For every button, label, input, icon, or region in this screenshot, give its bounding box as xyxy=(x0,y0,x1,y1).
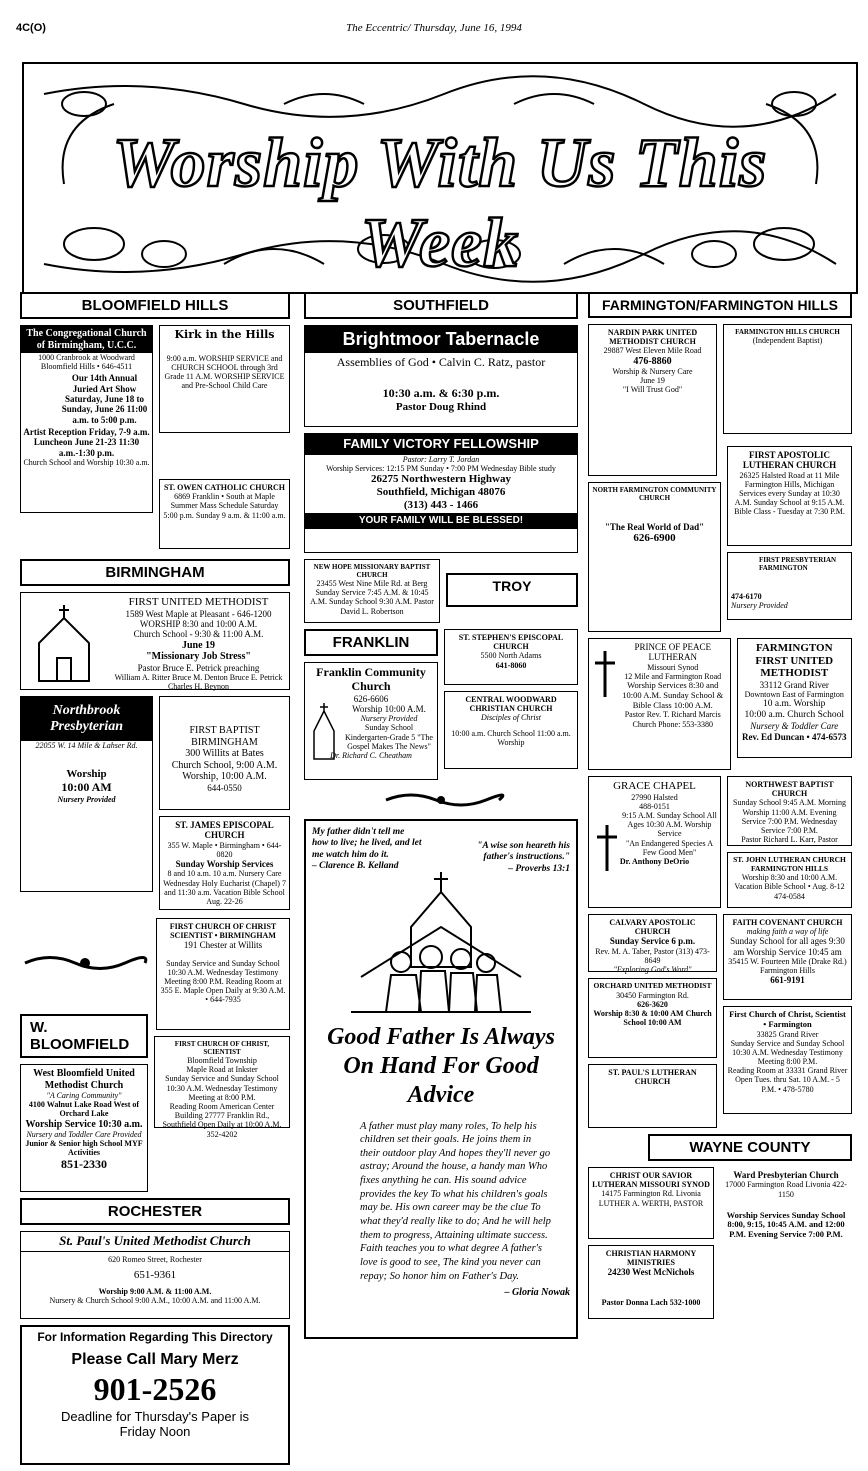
ad-sermon: "Missionary Job Stress" xyxy=(146,651,251,663)
ad-motto: making faith a way of life xyxy=(746,927,829,937)
ad-name: Franklin Community Church xyxy=(316,665,426,693)
ad-christian-harmony xyxy=(588,1245,714,1319)
ad-address: 27990 Halsted xyxy=(631,792,678,802)
ad-nardin-park xyxy=(588,324,717,476)
ad-text: Summer Mass Schedule Saturday 5:00 p.m. Sunday 9 a.m. & 11:00 a.m. xyxy=(163,501,286,520)
feature-author: – Gloria Nowak xyxy=(504,1287,570,1299)
ad-times: 10:30 a.m. & 6:30 p.m. xyxy=(382,386,500,401)
ad-brightmoor-tabernacle xyxy=(304,325,578,427)
feature-quote1: My father didn't tell me how to live; he lived, and let me watch him do it. xyxy=(312,827,422,860)
ad-name: FARMINGTON HILLS CHURCH xyxy=(735,328,840,336)
ad-event: Our 14th Annual Juried Art Show Saturday, June 18 to Sunday, June 26 11:00 a.m. to 5:00 p.m. xyxy=(61,373,148,425)
ad-name: ST. OWEN CATHOLIC CHURCH xyxy=(163,483,286,492)
ad-name: NORTHWEST BAPTIST CHURCH xyxy=(745,780,834,799)
ad-address: 4100 Walnut Lake Road West of Orchard Lake xyxy=(28,1100,140,1119)
ad-tagline: "Exploring God's Word" xyxy=(613,965,692,975)
ad-address2: Southfield, Michigan 48076 xyxy=(376,485,506,498)
ad-new-hope-baptist xyxy=(304,559,440,623)
ad-christ-scientist-farmington xyxy=(723,1006,852,1114)
ad-text: Sunday School for all ages 9:30 am Worship Service 10:45 am xyxy=(730,936,845,957)
ad-northbrook-presbyterian xyxy=(20,696,153,892)
ad-pastor: Dr. Anthony DeOrio xyxy=(619,856,690,866)
ad-phone: 626-6900 xyxy=(633,532,676,545)
ad-services: Worship Services: 12:15 PM Sunday • 7:00 PM Wednesday Bible study xyxy=(326,464,556,474)
ad-first-baptist xyxy=(159,696,290,810)
ad-youth: Junior & Senior high School MYF Activities xyxy=(25,1139,143,1158)
ad-worship: Worship xyxy=(66,768,107,781)
ad-nursery: Nursery Provided xyxy=(57,794,116,804)
ad-first-presbyterian xyxy=(727,552,852,620)
feature-poem: A father must play many roles, To help his children set their goals. He joins them in their outdoor play And hopes they'll never go astray; Around the house, a handy man Who fixes anything he can. His sound advice provides the key To what his children's goals may be. His own career may be the clue To what they'd really like to do; And he will help them to progress, Attaining ultimate success. Faith teaches you to what degree A father's love is good to see, The kind you never can repay; So honor him on Father's Day. xyxy=(360,1120,551,1282)
ad-pastor: Pastor: Larry T. Jordan xyxy=(402,454,480,464)
worship-banner xyxy=(22,62,858,294)
ad-first-united-methodist-birmingham xyxy=(20,592,290,690)
ad-name: FIRST CHURCH OF CHRIST, SCIENTIST xyxy=(174,1040,270,1057)
ad-name: Ward Presbyterian Church xyxy=(733,1170,839,1180)
ad-name: FIRST PRESBYTERIAN FARMINGTON xyxy=(759,556,837,573)
feature-quote2: "A wise son heareth his father's instructions." xyxy=(477,841,570,863)
ad-pastor: Pastor Rev. T. Richard Marcis Church Phone: 553-3380 xyxy=(624,710,721,729)
ad-sub: Assemblies of God • Calvin C. Ratz, pastor xyxy=(336,354,546,369)
ad-text: Worship 8:30 and 10:00 A.M. Vacation Bible School • Aug. 8-12 xyxy=(734,873,845,892)
section-wayne-county: WAYNE COUNTY xyxy=(648,1134,852,1161)
ad-address: 191 Chester at Willits xyxy=(183,940,263,951)
ad-school: 10:00 a.m. Church School xyxy=(744,710,844,721)
ad-pastor: Pastor Donna Lach 532-1000 xyxy=(601,1297,701,1307)
ad-name: St. Paul's United Methodist Church xyxy=(21,1232,289,1252)
ad-phone: 488-0151 xyxy=(639,801,670,811)
ad-text: Worship & Nursery Care xyxy=(612,367,693,377)
ad-address: 14175 Farmington Rd. Livonia xyxy=(601,1189,701,1199)
section-rochester: ROCHESTER xyxy=(20,1198,290,1225)
ad-name: ST. JAMES EPISCOPAL CHURCH xyxy=(175,820,274,841)
ad-farmington-hills-church xyxy=(723,324,852,434)
ad-address: 5500 North Adams xyxy=(480,651,542,661)
fathers-day-feature xyxy=(304,819,578,1339)
ad-text: 10:00 a.m. Church School 11:00 a.m. Worship xyxy=(451,728,571,747)
section-southfield: SOUTHFIELD xyxy=(304,292,578,319)
ad-address: 30450 Farmington Rd. xyxy=(616,990,689,1000)
ad-text: Sunday School Kindergarten-Grade 5 "The Gospel Makes The News" xyxy=(345,723,433,751)
ad-reception: Artist Reception Friday, 7-9 a.m. xyxy=(23,427,150,438)
ad-text: Worship Services Sunday School 8:00, 9:15, 10:45 A.M. and 12:00 P.M. Evening Service 7:00 P.M. xyxy=(726,1209,846,1240)
ad-worship: WORSHIP 8:30 and 10:00 A.M. xyxy=(139,618,258,629)
ad-text: Sunday School 9:45 A.M. Morning Worship 11:00 A.M. Evening Service 7:00 P.M. Wednesday Service 7:00 P.M. xyxy=(733,798,846,835)
ad-nursery: Nursery & Church School 9:00 A.M., 10:00 A.M. and 11:00 A.M. xyxy=(49,1295,261,1305)
ad-name: FAMILY VICTORY FELLOWSHIP xyxy=(305,434,577,455)
ad-address: 1000 Cranbrook at Woodward Bloomfield Hills • 646-4511 xyxy=(38,353,135,372)
ad-st-pauls-lutheran xyxy=(588,1064,717,1128)
ad-address: 33112 Grand River xyxy=(759,679,829,690)
cross-icon xyxy=(593,649,617,699)
info-line2: Please Call Mary Merz xyxy=(71,1350,239,1368)
ad-motto: "A Caring Community" xyxy=(46,1091,122,1100)
masthead: The Eccentric/ Thursday, June 16, 1994 xyxy=(346,22,522,34)
ad-christ-scientist-bloomfield xyxy=(154,1036,290,1139)
ad-address: Maple Road at Inkster xyxy=(186,1065,258,1075)
ad-address: 1589 West Maple at Pleasant - 646-1200 xyxy=(125,608,272,619)
info-phone: 901-2526 xyxy=(93,1371,217,1408)
section-birmingham: BIRMINGHAM xyxy=(20,559,290,586)
ad-kirk-in-the-hills xyxy=(159,325,290,433)
ad-st-james-episcopal xyxy=(159,816,290,910)
ad-phone: 476-8860 xyxy=(633,355,672,367)
ad-sermon: "I Will Trust God" xyxy=(622,385,683,395)
ad-christ-scientist-birmingham xyxy=(156,918,290,1030)
ad-name: CENTRAL WOODWARD CHRISTIAN CHURCH xyxy=(465,695,557,714)
ad-tagline: YOUR FAMILY WILL BE BLESSED! xyxy=(305,513,577,529)
ad-address: 35415 W. Fourteen Mile (Drake Rd.) Farmington Hills xyxy=(728,957,847,976)
feature-headline: Good Father Is Always On Hand For Good Advice xyxy=(327,1024,555,1108)
ad-phone: 851-2330 xyxy=(61,1156,107,1171)
ad-west-bloomfield-methodist xyxy=(20,1064,148,1192)
cross-icon xyxy=(595,823,619,873)
ad-school: Church School and Worship 10:30 a.m. xyxy=(23,458,150,468)
ad-name: ST. JOHN LUTHERAN CHURCH FARMINGTON HILLS xyxy=(733,855,846,873)
ad-text: Sunday Service 6 p.m. xyxy=(609,936,696,947)
ad-family-victory xyxy=(304,433,578,553)
ad-date: June 19 xyxy=(640,376,665,386)
ad-address: 6869 Franklin • South at Maple xyxy=(174,492,275,502)
ad-luncheon: Luncheon June 21-23 11:30 a.m.-1:30 p.m. xyxy=(33,437,140,458)
ad-name: FAITH COVENANT CHURCH xyxy=(732,918,843,927)
ad-address1: 26275 Northwestern Highway xyxy=(371,473,511,486)
page-header xyxy=(16,18,852,38)
ad-st-john-lutheran xyxy=(727,852,852,908)
ad-name: NARDIN PARK UNITED METHODIST CHURCH xyxy=(607,328,698,347)
ad-pastor: Pastor Bruce E. Petrick preaching xyxy=(137,662,260,673)
ad-address: 33825 Grand River xyxy=(756,1029,819,1039)
ad-nursery: Nursery Provided xyxy=(360,714,418,724)
column-left xyxy=(20,292,290,1471)
ad-name: ST. STEPHEN'S EPISCOPAL CHURCH xyxy=(458,633,564,652)
section-bloomfield-hills: BLOOMFIELD HILLS xyxy=(20,292,290,319)
ad-name: First Church of Christ, Scientist • Farmington xyxy=(729,1009,846,1029)
ad-ward-presbyterian xyxy=(720,1167,852,1319)
ad-st-pauls-rochester xyxy=(20,1231,290,1319)
ad-calvary-apostolic xyxy=(588,914,717,975)
ad-name: ST. PAUL'S LUTHERAN CHURCH xyxy=(608,1068,697,1087)
ad-central-woodward xyxy=(444,691,578,769)
page-number: 4C(O) xyxy=(16,22,46,34)
ad-nursery: Nursery & Toddler Care xyxy=(750,721,839,732)
ad-phone: 651-9361 xyxy=(133,1269,177,1282)
flourish-middle xyxy=(304,790,578,815)
column-middle xyxy=(304,292,578,1345)
ad-north-farmington xyxy=(588,482,721,632)
ad-sub: (Independent Baptist) xyxy=(752,336,823,346)
ad-name: CALVARY APOSTOLIC CHURCH xyxy=(609,918,696,937)
ad-text: Sunday Service and Sunday School 10:30 A.M. Wednesday Testimony Meeting 8:00 P.M. xyxy=(730,1038,845,1067)
ad-address: 24230 West McNichols xyxy=(607,1267,695,1278)
ad-first-apostolic xyxy=(727,446,852,546)
ad-phone: 474-0584 xyxy=(774,891,805,901)
ad-name: FIRST APOSTOLIC LUTHERAN CHURCH xyxy=(742,450,837,471)
ad-st-owen xyxy=(159,479,290,549)
ad-address: 355 W. Maple • Birmingham • 644-0820 xyxy=(167,840,282,859)
ad-time: 10:00 AM xyxy=(61,780,112,795)
ad-worship: Sunday Worship Services xyxy=(175,859,274,870)
ad-phone: 661-9191 xyxy=(770,975,805,986)
ad-address: 26325 Halsted Road at 11 Mile Farmington Hills, Michigan xyxy=(739,470,840,489)
ad-phone: (313) 443 - 1466 xyxy=(403,498,479,511)
ad-text: Sunday Service and Sunday School 10:30 A.M. Wednesday Testimony Meeting 8:00 P.M. Reading Room at 355 E. Maple Open Daily at 9:30 A.M. • 644-7935 xyxy=(160,958,286,1005)
ad-address: 300 Willits at Bates xyxy=(185,748,264,759)
ad-name: West Bloomfield United Methodist Church xyxy=(33,1068,135,1091)
ad-date: June 19 xyxy=(181,639,216,651)
ad-pastor: Pastor Richard L. Karr, Pastor xyxy=(741,835,838,845)
feature-quote2-attribution: – Proverbs 13:1 xyxy=(508,863,570,874)
ad-address: 23455 West Nine Mile Rd. at Berg xyxy=(316,579,428,589)
ad-text: 8 and 10 a.m. 10 a.m. Nursery Care Wednesday Holy Eucharist (Chapel) 7 and 11:30 a.m. Vacation Bible School Aug. 22-26 xyxy=(163,869,286,906)
ad-text: Worship Services 8:30 and 10:00 A.M. Sunday School & Bible Class 10:00 A.M. xyxy=(622,680,724,710)
ad-address: 620 Romeo Street, Rochester xyxy=(108,1254,202,1264)
ad-worship: 10 a.m. Worship xyxy=(763,699,826,710)
ad-nursery: Nursery Provided xyxy=(731,601,788,611)
ad-faith-covenant xyxy=(723,914,852,1000)
ad-name: FIRST BAPTIST BIRMINGHAM xyxy=(189,725,260,748)
ad-name: ORCHARD UNITED METHODIST xyxy=(593,981,712,990)
section-franklin: FRANKLIN xyxy=(304,629,438,656)
ad-text: Church School, 9:00 A.M. Worship, 10:00 A.M. xyxy=(171,759,278,782)
section-troy: TROY xyxy=(446,573,578,607)
banner-title: Worship With Us This Week xyxy=(112,125,768,282)
ad-pastor: Pastor Doug Rhind xyxy=(395,401,487,414)
ad-nursery: Nursery and Toddler Care Provided xyxy=(26,1130,142,1140)
ad-name: The Congregational Church of Birmingham, U.C.C. xyxy=(21,326,152,353)
ad-place: Bloomfield Township xyxy=(187,1056,257,1066)
ad-name: GRACE CHAPEL xyxy=(613,780,696,792)
ad-name: Kirk in the Hills xyxy=(174,328,275,341)
ad-worship: Worship Service 10:30 a.m. xyxy=(25,1118,143,1130)
ad-st-stephens xyxy=(444,629,578,685)
column-right xyxy=(588,292,852,1325)
ad-name: Brightmoor Tabernacle xyxy=(305,326,577,353)
ad-phone: 641-8060 xyxy=(495,660,527,670)
section-farmington: FARMINGTON/FARMINGTON HILLS xyxy=(588,292,852,318)
flourish-ornament xyxy=(381,790,501,810)
ad-school: Church School - 9:30 & 11:00 A.M. xyxy=(133,629,264,640)
ad-address: 17000 Farmington Road Livonia 422-1150 xyxy=(725,1180,847,1199)
ad-grace-chapel xyxy=(588,776,721,908)
feature-quote1-attribution: – Clarence B. Kelland xyxy=(312,861,399,872)
ad-sermon: "An Endangered Species A Few Good Men" xyxy=(625,838,714,857)
ad-address: 22055 W. 14 Mile & Lahser Rd. xyxy=(35,741,138,751)
ad-prince-of-peace xyxy=(588,638,731,770)
ad-name: Northbrook Presbyterian xyxy=(21,697,152,741)
ad-northwest-baptist xyxy=(727,776,852,846)
ad-sub: Missouri Synod xyxy=(647,662,699,672)
ad-orchard-methodist xyxy=(588,978,717,1058)
ad-worship: Worship 9:00 A.M. & 11:00 A.M. xyxy=(98,1286,212,1296)
ad-sub: Disciples of Christ xyxy=(480,713,541,723)
ad-pastor: Dr. Richard C. Cheatham xyxy=(330,751,412,761)
ad-message: "The Real World of Dad" xyxy=(604,522,705,533)
steeple-icon xyxy=(309,701,339,761)
ad-name: CHRISTIAN HARMONY MINISTRIES xyxy=(605,1249,697,1268)
ad-name: FIRST CHURCH OF CHRIST SCIENTIST • BIRMINGHAM xyxy=(169,922,277,941)
ad-text: 9:00 a.m. WORSHIP SERVICE and CHURCH SCHOOL through 3rd Grade 11 A.M. WORSHIP SERVICE and Pre-School Child Care xyxy=(164,353,285,391)
ad-name: NEW HOPE MISSIONARY BAPTIST CHURCH xyxy=(313,563,431,580)
ad-name: CHRIST OUR SAVIOR LUTHERAN MISSOURI SYNOD xyxy=(592,1171,710,1190)
ad-text: Worship 8:30 & 10:00 AM Church School 10:00 AM xyxy=(593,1009,712,1028)
ad-sub: Downtown East of Farmington xyxy=(744,690,844,700)
info-line1: For Information Regarding This Directory xyxy=(37,1330,273,1344)
ad-name: PRINCE OF PEACE LUTHERAN xyxy=(634,642,711,663)
ad-text: Services every Sunday at 10:30 A.M. Sunday School at 9:15 A.M. Bible Class - Tuesday at 7:30 P.M. xyxy=(734,489,845,517)
ad-reading: Reading Room American Center Building 27777 Franklin Rd., Southfield Open Daily at 10:00 A.M. 352-4202 xyxy=(162,1102,282,1139)
ad-worship: Worship 10:00 A.M. xyxy=(352,703,426,714)
ad-pastor: LUTHER A. WERTH, PASTOR xyxy=(598,1198,704,1208)
ad-congregational-church xyxy=(20,325,153,513)
section-w-bloomfield: W. BLOOMFIELD xyxy=(20,1014,148,1058)
ad-text: Sunday Service and Sunday School 10:30 A.M. Wednesday Testimony Meeting at 8:00 P.M. xyxy=(165,1074,279,1102)
directory-info-box xyxy=(20,1325,290,1465)
info-deadline: Deadline for Thursday's Paper is Friday Noon xyxy=(61,1408,249,1439)
ad-phone: 626-6606 xyxy=(353,693,389,704)
ad-franklin-community xyxy=(304,662,438,780)
ad-text: 9:15 A.M. Sunday School All Ages 10:30 A.M. Worship Service xyxy=(622,811,717,839)
ad-pastor: Rev. Ed Duncan • 474-6573 xyxy=(742,731,847,742)
ad-christ-our-savior xyxy=(588,1167,714,1239)
ad-name: NORTH FARMINGTON COMMUNITY CHURCH xyxy=(592,486,717,503)
ad-phone: 626-3620 xyxy=(637,999,668,1009)
ad-farmington-first-methodist xyxy=(737,638,853,758)
ad-text: Sunday Service 7:45 A.M. & 10:45 A.M. Sunday School 9:30 A.M. Pastor David L. Robertson xyxy=(310,588,434,616)
ad-pastor: Rev. M. A. Taber, Pastor (313) 473-8649 xyxy=(595,946,710,965)
church-illustration-icon xyxy=(29,603,99,683)
family-church-illustration xyxy=(341,867,541,1017)
ad-address: 29887 West Eleven Mile Road xyxy=(603,346,702,356)
ad-staff: William A. Ritter Bruce M. Denton Bruce E. Petrick Charles H. Beynon xyxy=(114,673,283,692)
ad-reading: Reading Room at 33331 Grand River Open Tues. thru Sat. 10 A.M. - 5 P.M. • 478-5780 xyxy=(727,1066,848,1094)
ad-phone: 474-6170 xyxy=(731,592,762,602)
ad-address: 12 Mile and Farmington Road xyxy=(624,671,722,681)
ad-phone: 644-0550 xyxy=(207,782,242,793)
ad-name: FIRST UNITED METHODIST xyxy=(128,596,269,608)
ad-name: FARMINGTON FIRST UNITED METHODIST xyxy=(755,642,834,680)
